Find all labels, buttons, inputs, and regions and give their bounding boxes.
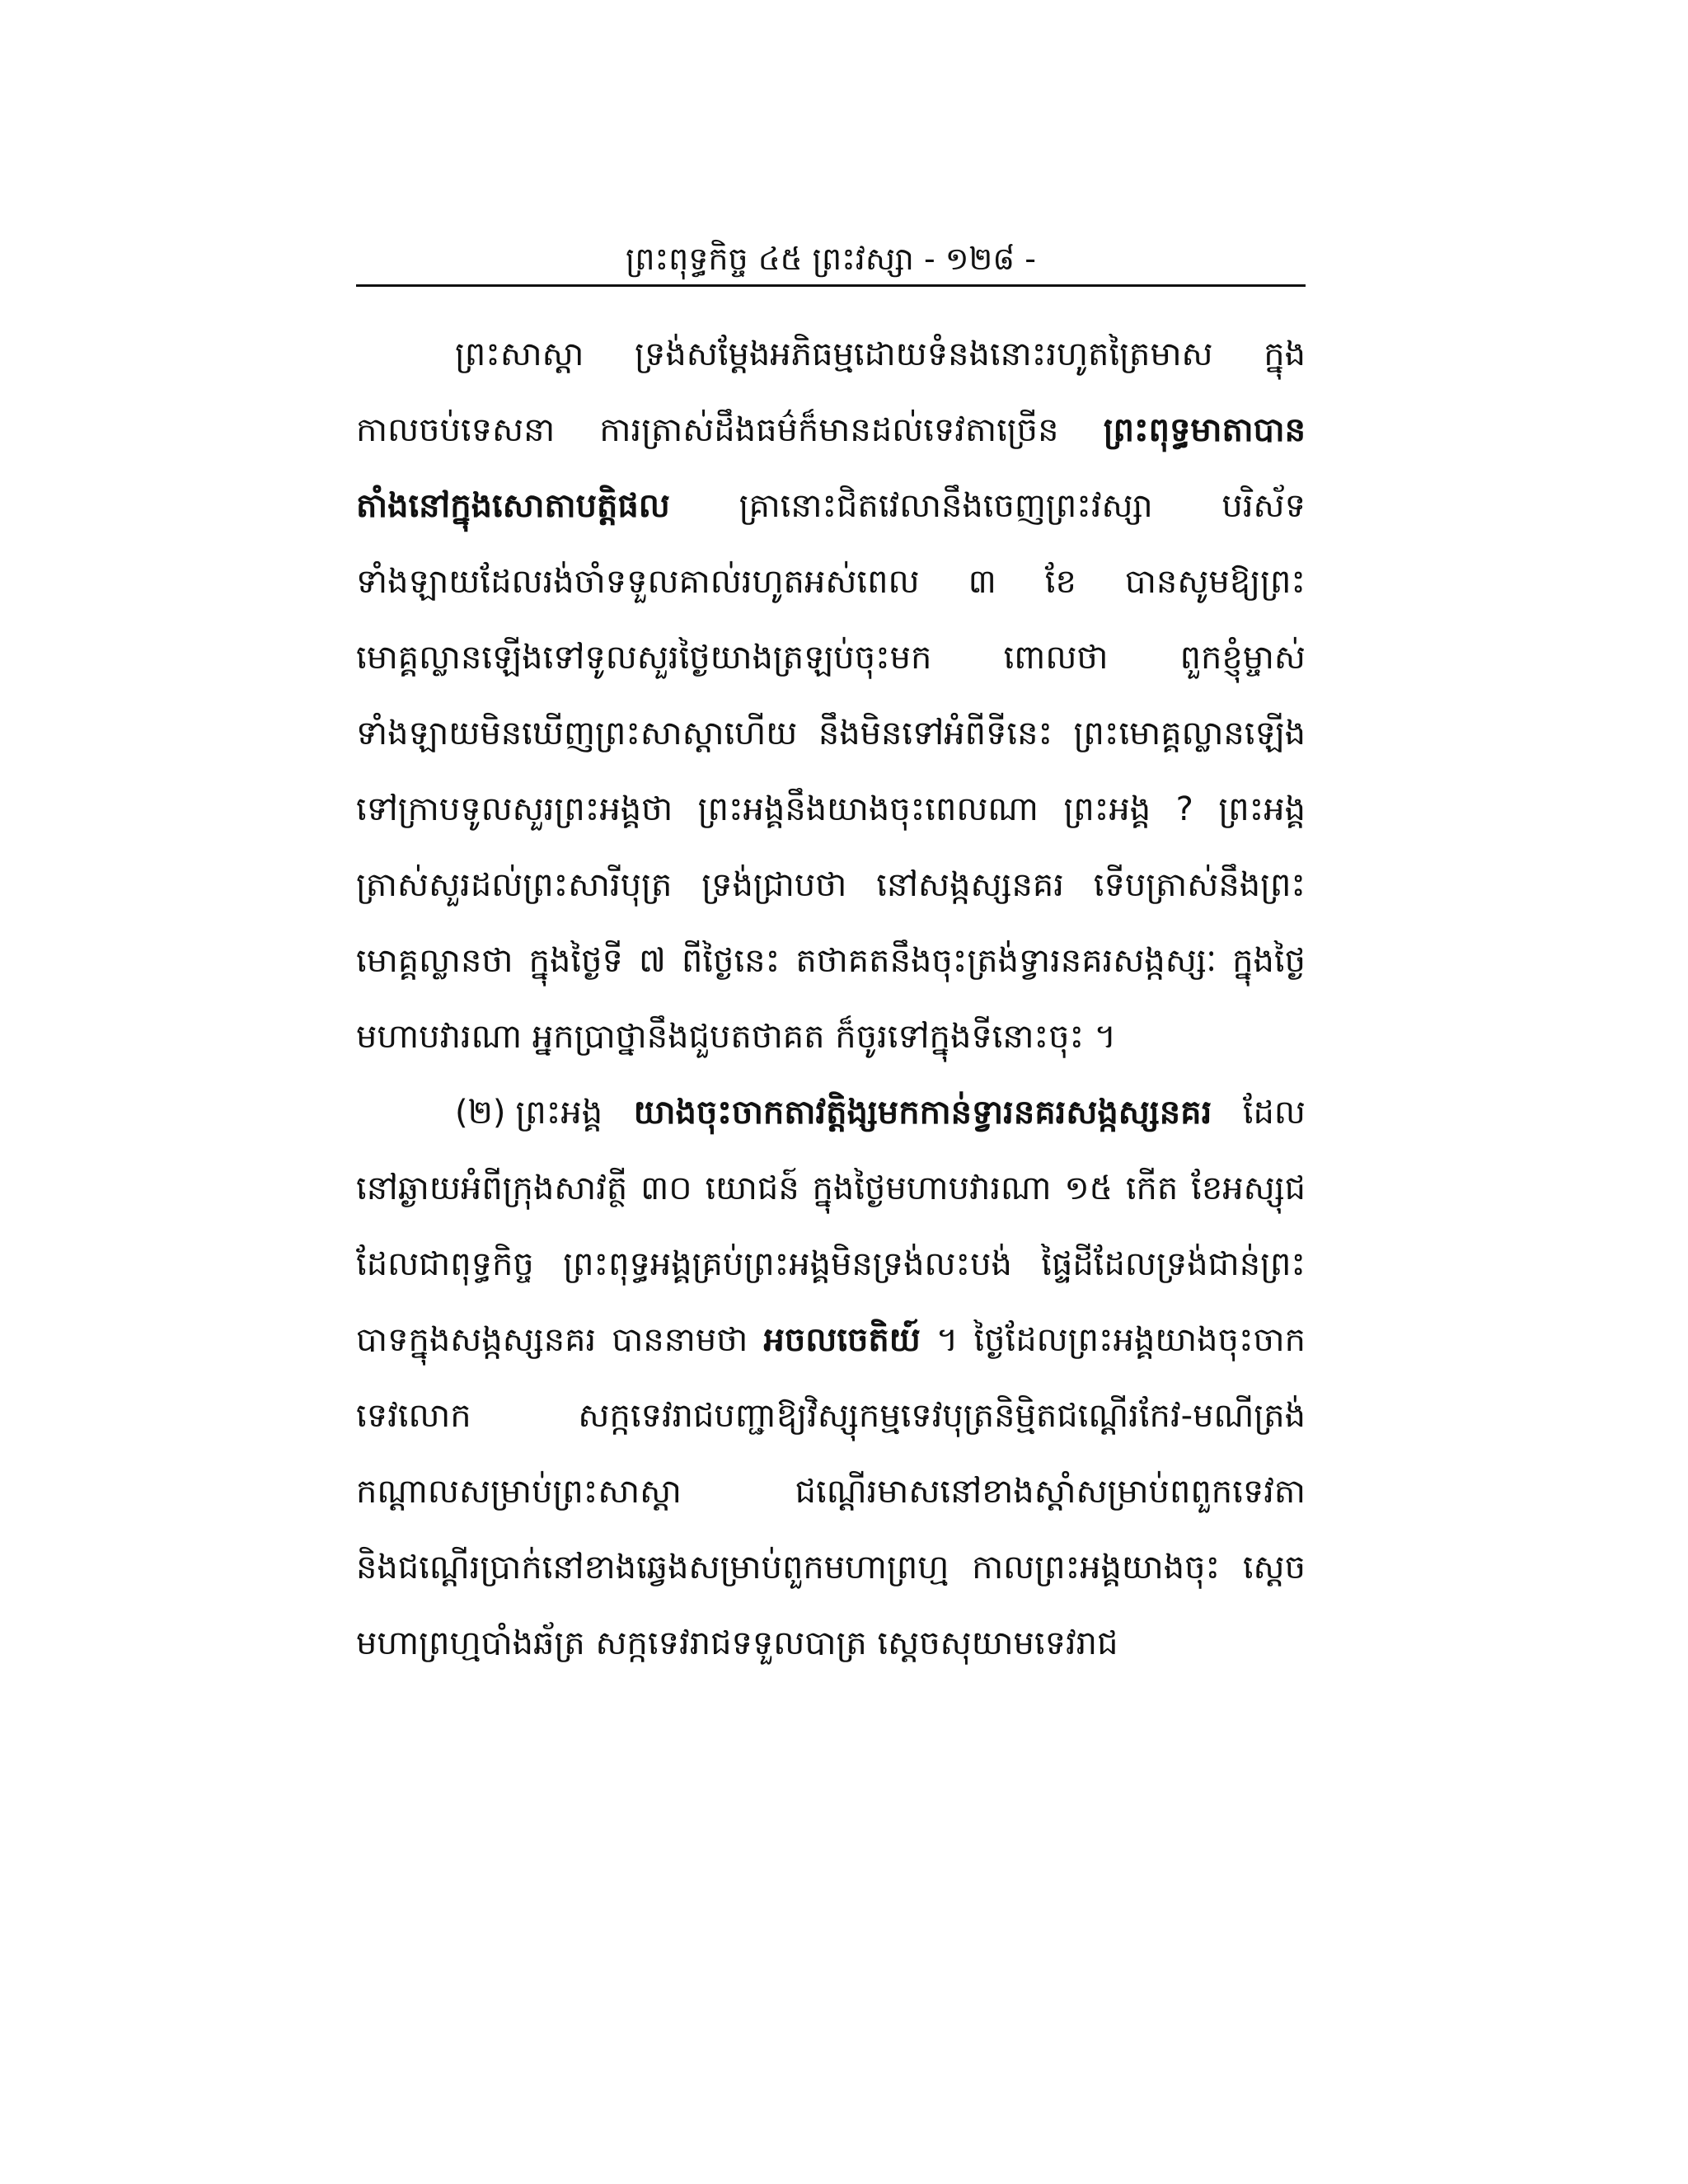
body-text bbox=[356, 316, 1306, 1681]
paragraph-1 bbox=[356, 316, 1306, 1075]
page-number: - ១២៨ - bbox=[923, 241, 1036, 277]
paragraph-1-text: ព្រះសាស្តា ទ្រង់សម្តែងអភិធម្មដោយទំនងនោះរហូតត្រៃមាស ក្នុងកាលចប់ទេសនា ការត្រាស់ដឹងធម៌ក៏មានដល់ទេវតាច្រើន bbox=[356, 335, 1306, 449]
paragraph-2-text: ព្រះអង្គ bbox=[515, 1094, 634, 1132]
running-title: ព្រះពុទ្ធកិច្ច ៤៥ ព្រះវស្សា bbox=[626, 241, 914, 277]
paragraph-2-text-end: ។ ថ្ងៃដែលព្រះអង្គយាងចុះចាកទេវលោក សក្កទេវរាជបញ្ជាឱ្យវិស្សុកម្មទេវបុត្រនិម្មិតជណ្តើរកែវ-មណីត្រង់កណ្តាលសម្រាប់ព្រះសាស្តា ជណ្តើរមាសនៅខាងស្តាំសម្រាប់ពពួកទេវតា និងជណ្តើរប្រាក់នៅខាងឆ្វេងសម្រាប់ពួកមហាព្រហ្ម កាលព្រះអង្គយាងចុះ ស្តេចមហាព្រហ្មបាំងឆ័ត្រ សក្កទេវរាជទទួលបាត្រ ស្តេចសុយាមទេវរាជ bbox=[356, 1321, 1306, 1662]
running-header bbox=[356, 236, 1306, 282]
paragraph-2-number: (២) bbox=[455, 1094, 506, 1132]
paragraph-2 bbox=[356, 1075, 1306, 1681]
header-rule bbox=[356, 284, 1306, 287]
paragraph-1-text-continued: គ្រានោះជិតវេលានឹងចេញព្រះវស្សា បរិស័ទទាំងឡាយដែលរង់ចាំទទួលគាល់រហូតអស់ពេល ៣ ខែ បានសូមឱ្យព្រះមោគ្គល្លានឡើងទៅទូលសួរថ្ងៃយាងត្រឡប់ចុះមក ពោលថា ពួកខ្ញុំម្ចាស់ទាំងឡាយមិនឃើញព្រះសាស្តាហើយ នឹងមិនទៅអំពីទីនេះ ព្រះមោគ្គល្លានឡើងទៅក្រាបទូលសួរព្រះអង្គថា ព្រះអង្គនឹងយាងចុះពេលណា ព្រះអង្គ ? ព្រះអង្គត្រាស់សួរដល់ព្រះសារីបុត្រ ទ្រង់ជ្រាបថា នៅសង្កស្សនគរ ទើបត្រាស់នឹងព្រះមោគ្គល្លានថា ក្នុងថ្ងៃទី ៧ ពីថ្ងៃនេះ តថាគតនឹងចុះត្រង់ទ្វារនគរសង្កស្សៈ ក្នុងថ្ងៃមហាបវារណា អ្នកប្រាថ្នានឹងជួបតថាគត ក៏ចូរទៅក្នុងទីនោះចុះ ។ bbox=[356, 487, 1306, 1056]
paragraph-2-text-continued: ដែលនៅឆ្ងាយអំពីក្រុងសាវត្ថី ៣០ យោជន៍ ក្នុងថ្ងៃមហាបវារណា ១៥ កើត ខែអស្សុជ ដែលជាពុទ្ធកិច្ច ព្រះពុទ្ធអង្គគ្រប់ព្រះអង្គមិនទ្រង់លះបង់ ផ្ទៃដីដែលទ្រង់ជាន់ព្រះបាទក្នុងសង្កស្សនគរ បាននាមថា bbox=[356, 1094, 1306, 1359]
paragraph-1-bold-phrase: ព្រះពុទ្ធមាតាបានតាំងនៅក្នុងសោតាបត្តិផល bbox=[356, 411, 1306, 525]
paragraph-2-bold-phrase: យាងចុះចាកតាវត្តិង្សមកកាន់ទ្វារនគរសង្កស្សនគរ bbox=[633, 1094, 1212, 1132]
paragraph-2-bold-term: អចលចេតិយ៍ bbox=[763, 1321, 921, 1359]
